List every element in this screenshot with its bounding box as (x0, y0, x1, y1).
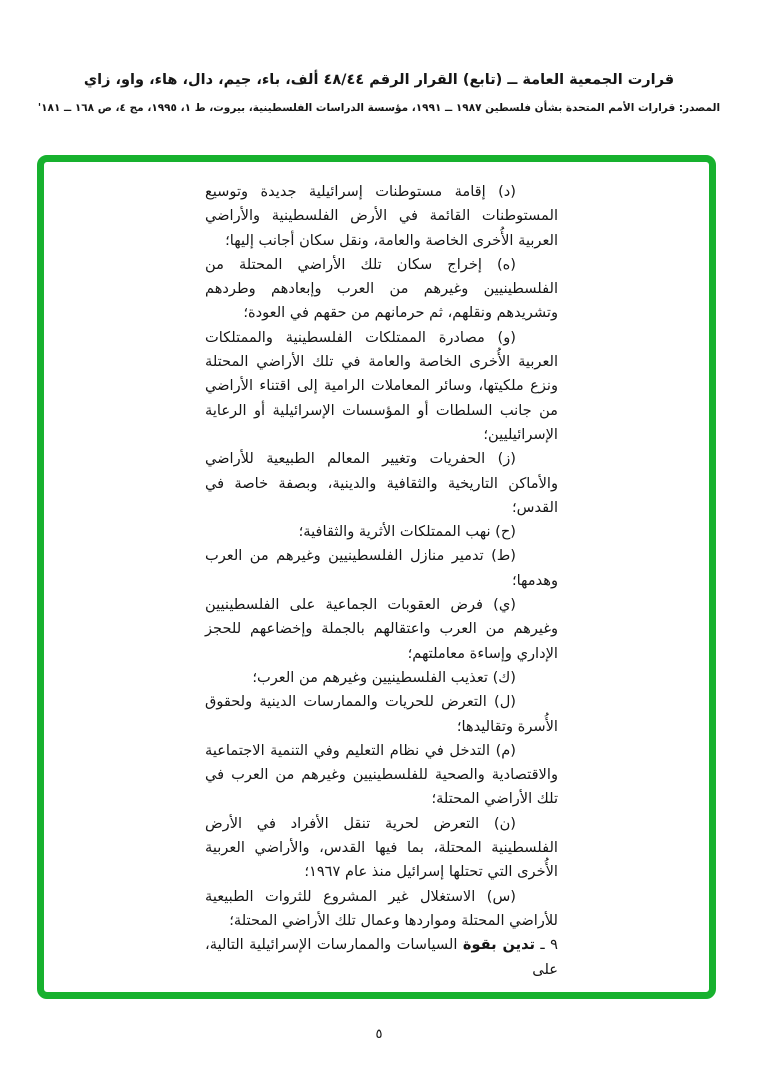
resolution-item-y: (ي) فرض العقوبات الجماعية على الفلسطينيين وغيرهم من العرب واعتقالهم بالجملة وإخضاعهم للحجز الإداري وإساءة معاملتهم؛ (205, 596, 558, 662)
resolution-item-n: (ن) التعرض لحرية تنقل الأفراد في الأرض الفلسطينية المحتلة، بما فيها القدس، والأراضي العربية الأُخرى التي تحتلها إسرائيل منذ عام ١٩٦٧؛ (205, 814, 558, 881)
operative-number: ٩ ـ (535, 936, 558, 954)
operative-verb: تدين بقوة (462, 936, 535, 954)
resolution-item-hh: (ح) نهب الممتلكات الأثرية والثقافية؛ (298, 523, 516, 541)
page-number: ٥ (375, 1027, 383, 1042)
resolution-item-t: (ط) تدمير منازل الفلسطينيين وغيرهم من العرب وهدمها؛ (205, 547, 558, 589)
operative-rest: السياسات والممارسات الإسرائيلية التالية، على (205, 936, 558, 978)
resolution-item-w: (و) مصادرة الممتلكات الفلسطينية والممتلكات العربية الأُخرى الخاصة والعامة في تلك الأراضي المحتلة ونزع ملكيتها، وسائر المعاملات الرامية إلى اقتناء الأراضي من جانب السلطات أو المؤسسات الإسرائيلية أو الرعاية الإسرائيليين؛ (205, 328, 558, 443)
document-body (205, 180, 558, 982)
page-title: قرارت الجمعية العامة ــ (تابع) القرار الرقم ٤٨/٤٤ ألف، باء، جيم، دال، هاء، واو، زاي (83, 72, 675, 88)
resolution-operative-paragraph (205, 933, 558, 982)
resolution-item-d: (د) إقامة مستوطنات إسرائيلية جديدة وتوسيع المستوطنات القائمة في الأرض الفلسطينية والأراضي العربية الأُخرى الخاصة والعامة، ونقل سكان أجانب إليها؛ (205, 183, 558, 249)
resolution-item-k: (ك) تعذيب الفلسطينيين وغيرهم من العرب؛ (252, 668, 516, 686)
resolution-item-z: (ز) الحفريات وتغيير المعالم الطبيعية للأراضي والأماكن التاريخية والثقافية والدينية، وبصفة خاصة في القدس؛ (205, 450, 558, 516)
resolution-item-s: (س) الاستغلال غير المشروع للثروات الطبيعية للأراضي المحتلة ومواردها وعمال تلك الأراضي المحتلة؛ (205, 887, 558, 929)
resolution-item-h: (ه) إخراج سكان تلك الأراضي المحتلة من الفلسطينيين وغيرهم من العرب وإبعادهم وطردهم وتشريدهم ونقلهم، ثم حرمانهم من حقهم في العودة؛ (205, 255, 558, 322)
resolution-item-m: (م) التدخل في نظام التعليم وفي التنمية الاجتماعية والاقتصادية والصحية للفلسطينيين وغيرهم من العرب في تلك الأراضي المحتلة؛ (205, 741, 558, 808)
source-citation-line: المصدر: قرارات الأمم المتحدة بشأن فلسطين ١٩٨٧ ــ ١٩٩١، مؤسسة الدراسات الفلسطينية، بيروت، ط ١، ١٩٩٥، مج ٤، ص ١٦٨ ــ ١٨١' (37, 102, 721, 114)
resolution-item-l: (ل) التعرض للحريات والممارسات الدينية ولحقوق الأُسرة وتقاليدها؛ (205, 693, 558, 735)
